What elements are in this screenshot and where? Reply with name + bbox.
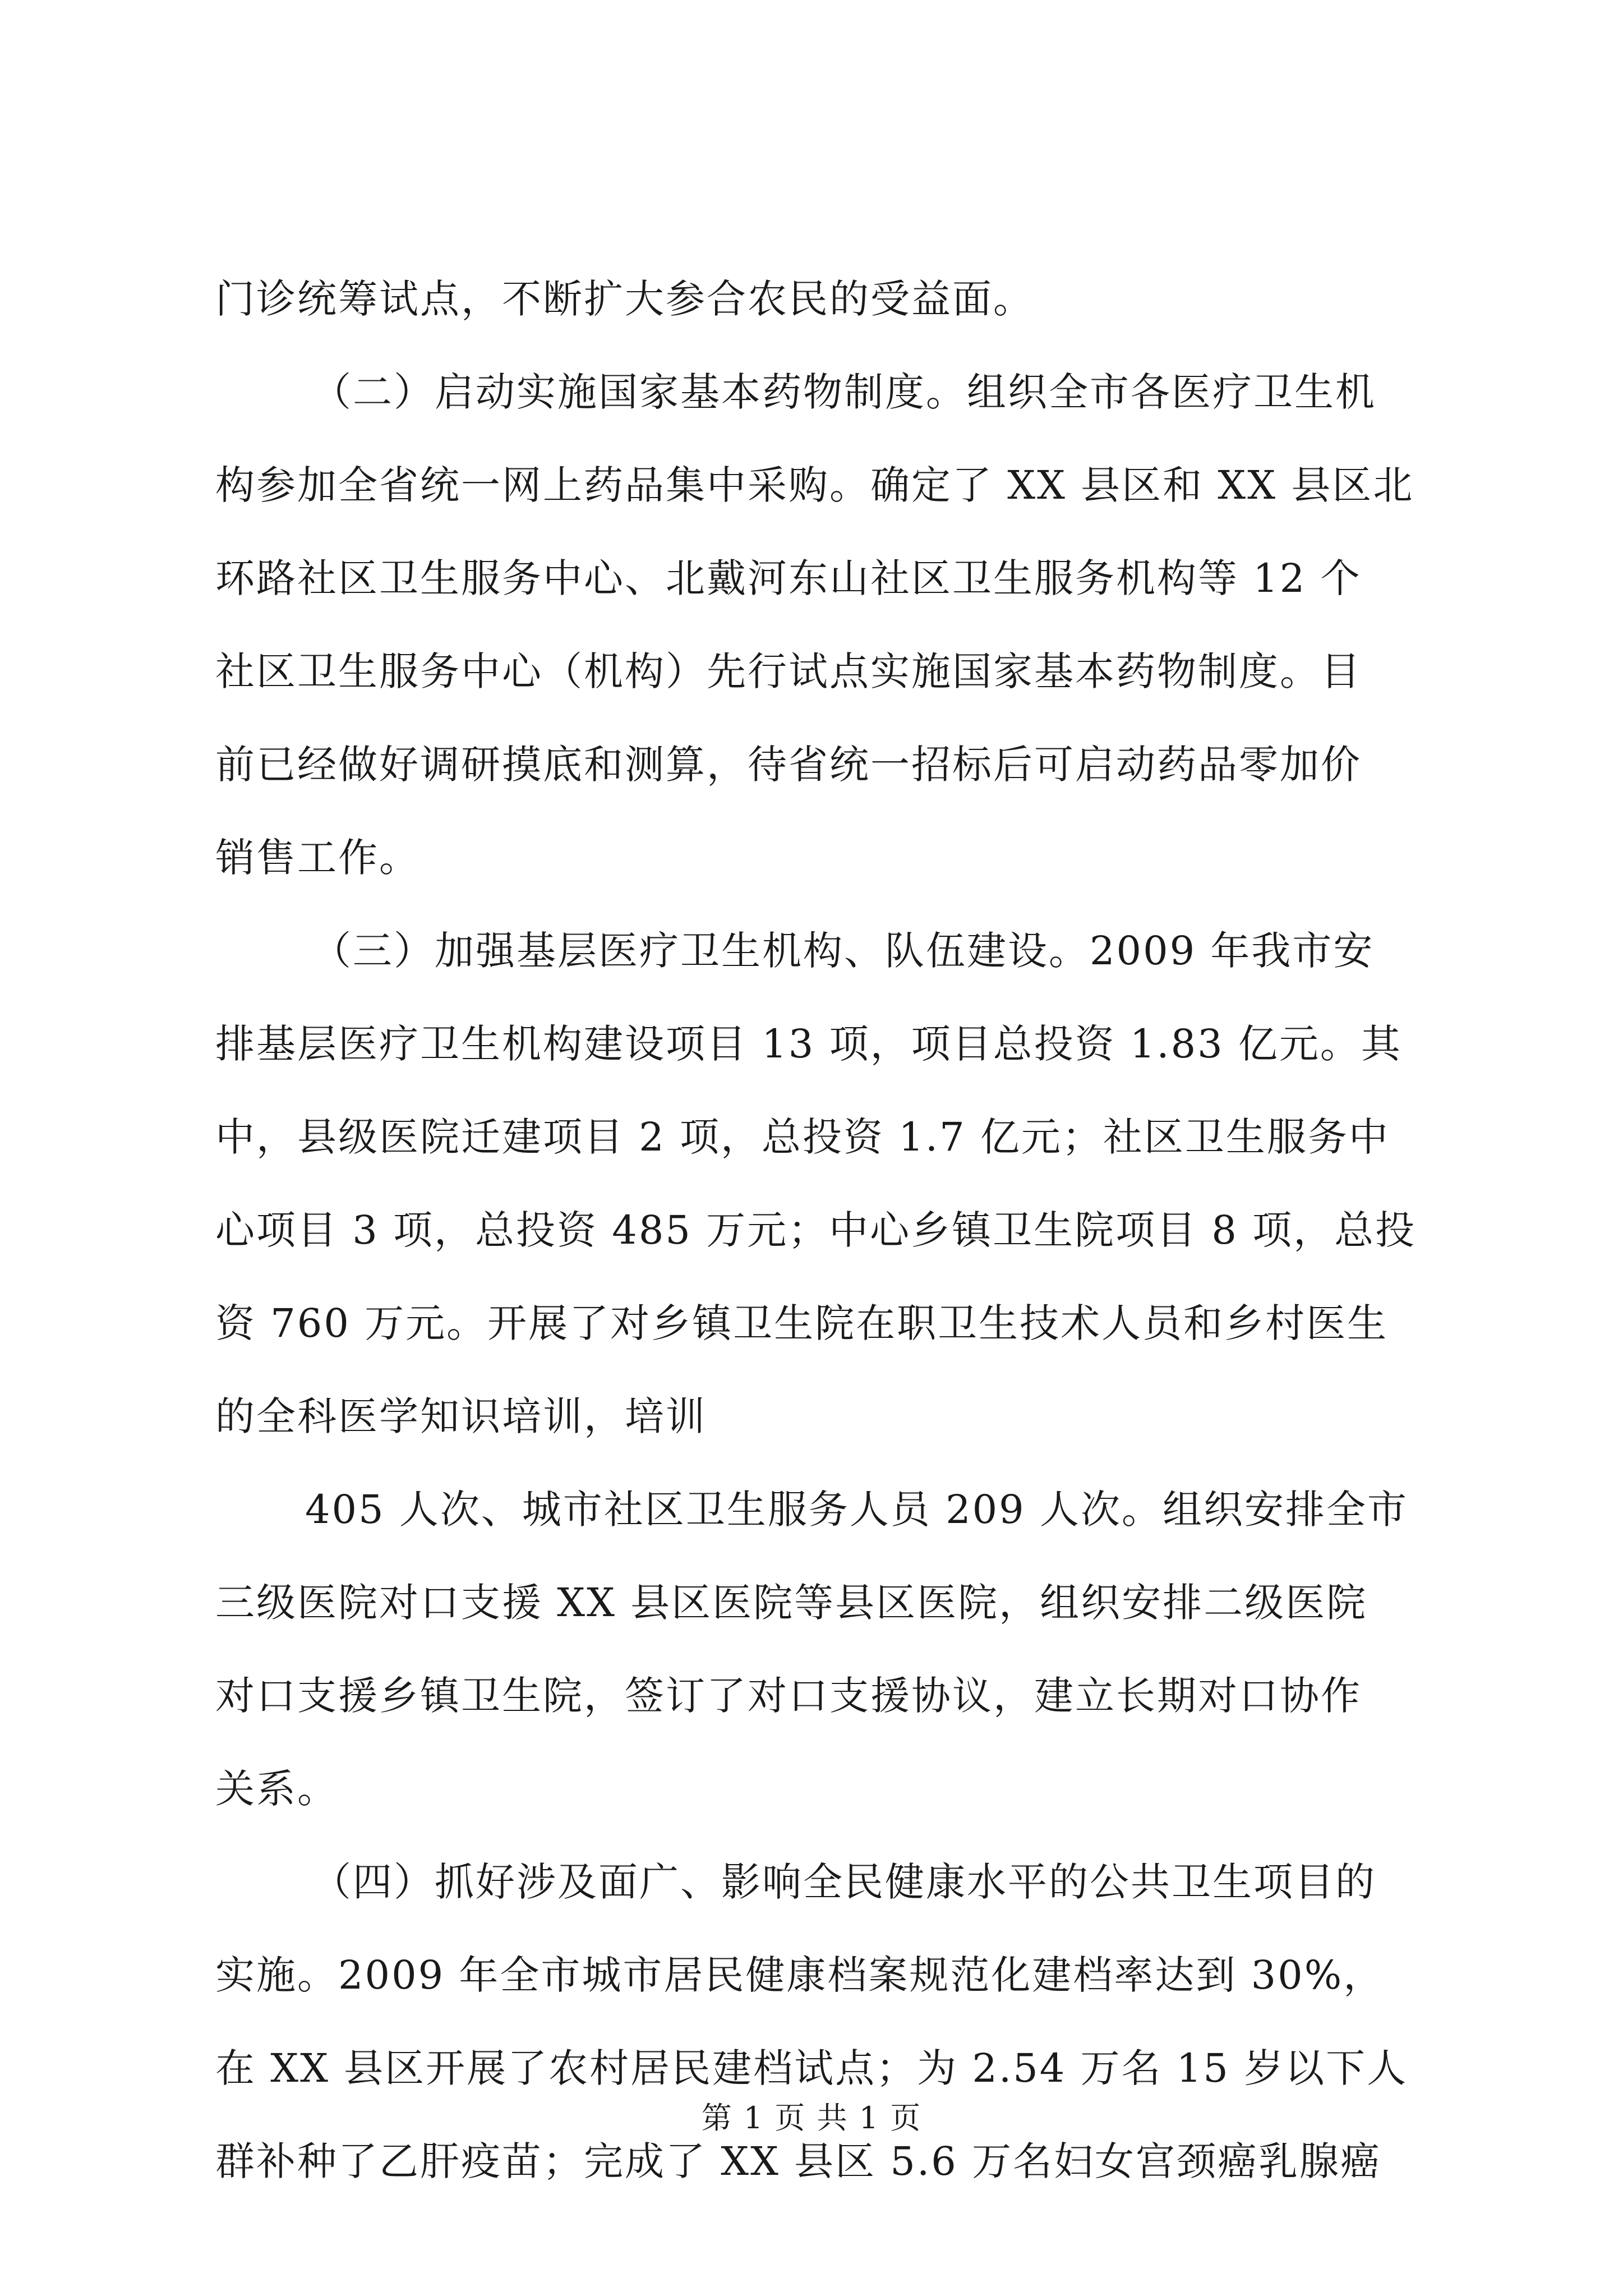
document-body: [215, 252, 1427, 2208]
paragraph-line: 环路社区卫生服务中心、北戴河东山社区卫生服务机构等 12 个: [215, 555, 1362, 601]
paragraph-line: （二）启动实施国家基本药物制度。组织全市各医疗卫生机: [312, 369, 1376, 415]
paragraph-line: （三）加强基层医疗卫生机构、队伍建设。2009 年我市安: [312, 928, 1375, 974]
paragraph-line: 的全科医学知识培训，培训: [215, 1393, 707, 1439]
paragraph-line: 构参加全省统一网上药品集中采购。确定了 XX 县区和 XX 县区北: [215, 462, 1414, 508]
paragraph-line: 社区卫生服务中心（机构）先行试点实施国家基本药物制度。目: [215, 648, 1362, 694]
paragraph-line: 销售工作。: [215, 835, 420, 881]
paragraph-line: 排基层医疗卫生机构建设项目 13 项，项目总投资 1.83 亿元。其: [215, 1021, 1402, 1067]
page-number-label: 第 1 页 共 1 页: [701, 2100, 922, 2136]
paragraph-line: 405 人次、城市社区卫生服务人员 209 人次。组织安排全市: [305, 1487, 1408, 1533]
paragraph-line: （四）抓好涉及面广、影响全民健康水平的公共卫生项目的: [312, 1859, 1376, 1905]
paragraph-line: 群补种了乙肝疫苗；完成了 XX 县区 5.6 万名妇女宫颈癌乳腺癌: [215, 2138, 1381, 2184]
paragraph-line: 实施。2009 年全市城市居民健康档案规范化建档率达到 30%，: [215, 1952, 1385, 1998]
paragraph-line: 门诊统筹试点，不断扩大参合农民的受益面。: [215, 276, 1034, 322]
paragraph-line: 资 760 万元。开展了对乡镇卫生院在职卫生技术人员和乡村医生: [215, 1300, 1389, 1346]
paragraph-line: 前已经做好调研摸底和测算，待省统一招标后可启动药品零加价: [215, 742, 1362, 788]
paragraph-line: 三级医院对口支援 XX 县区医院等县区医院，组织安排二级医院: [215, 1580, 1368, 1626]
paragraph-line: 在 XX 县区开展了农村居民建档试点；为 2.54 万名 15 岁以下人: [215, 2045, 1408, 2091]
page-footer: [0, 2096, 1623, 2141]
paragraph-line: 关系。: [215, 1766, 338, 1812]
paragraph-line: 心项目 3 项，总投资 485 万元；中心乡镇卫生院项目 8 项，总投: [215, 1207, 1417, 1253]
paragraph-line: 中，县级医院迁建项目 2 项，总投资 1.7 亿元；社区卫生服务中: [215, 1114, 1390, 1160]
paragraph-line: 对口支援乡镇卫生院，签订了对口支援协议，建立长期对口协作: [215, 1673, 1362, 1719]
